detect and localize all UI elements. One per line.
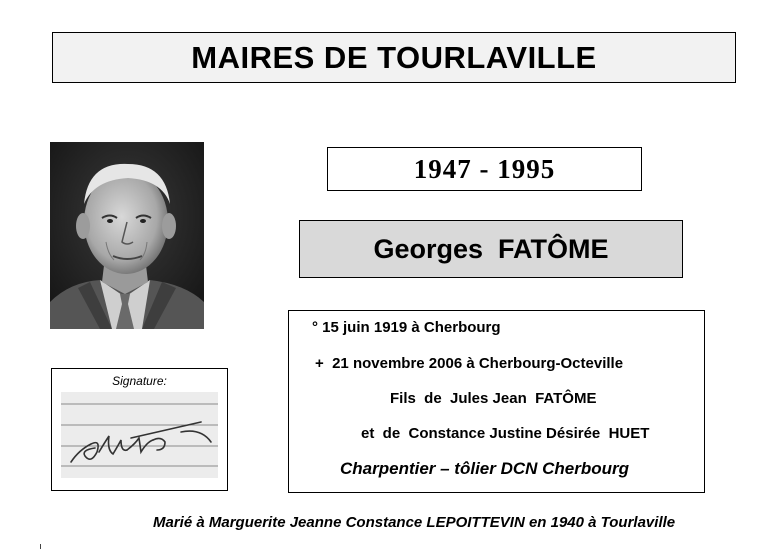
portrait-illustration <box>50 142 204 329</box>
term-years-box <box>327 147 642 191</box>
portrait-photo <box>50 142 204 329</box>
marriage-line: Marié à Marguerite Jeanne Constance LEPOITTEVIN en 1940 à Tourlaville <box>153 514 676 531</box>
divider-mark <box>40 544 41 549</box>
death-line: + 21 novembre 2006 à Cherbourg-Octeville <box>315 355 624 372</box>
profession-line: Charpentier – tôlier DCN Cherbourg <box>340 459 630 478</box>
term-years: 1947 - 1995 <box>413 153 556 184</box>
birth-line: ° 15 juin 1919 à Cherbourg <box>312 319 501 336</box>
signature-label: Signature: <box>112 374 167 388</box>
father-line: Fils de Jules Jean FATÔME <box>390 390 597 407</box>
handwritten-signature-icon <box>61 392 218 478</box>
page-title: MAIRES DE TOURLAVILLE <box>191 39 597 75</box>
mayor-name: Georges FATÔME <box>373 233 609 264</box>
signature-box <box>51 368 228 491</box>
page-title-box <box>52 32 736 83</box>
biography-box <box>288 310 705 493</box>
mayor-name-box <box>299 220 683 278</box>
mother-line: et de Constance Justine Désirée HUET <box>361 425 650 442</box>
